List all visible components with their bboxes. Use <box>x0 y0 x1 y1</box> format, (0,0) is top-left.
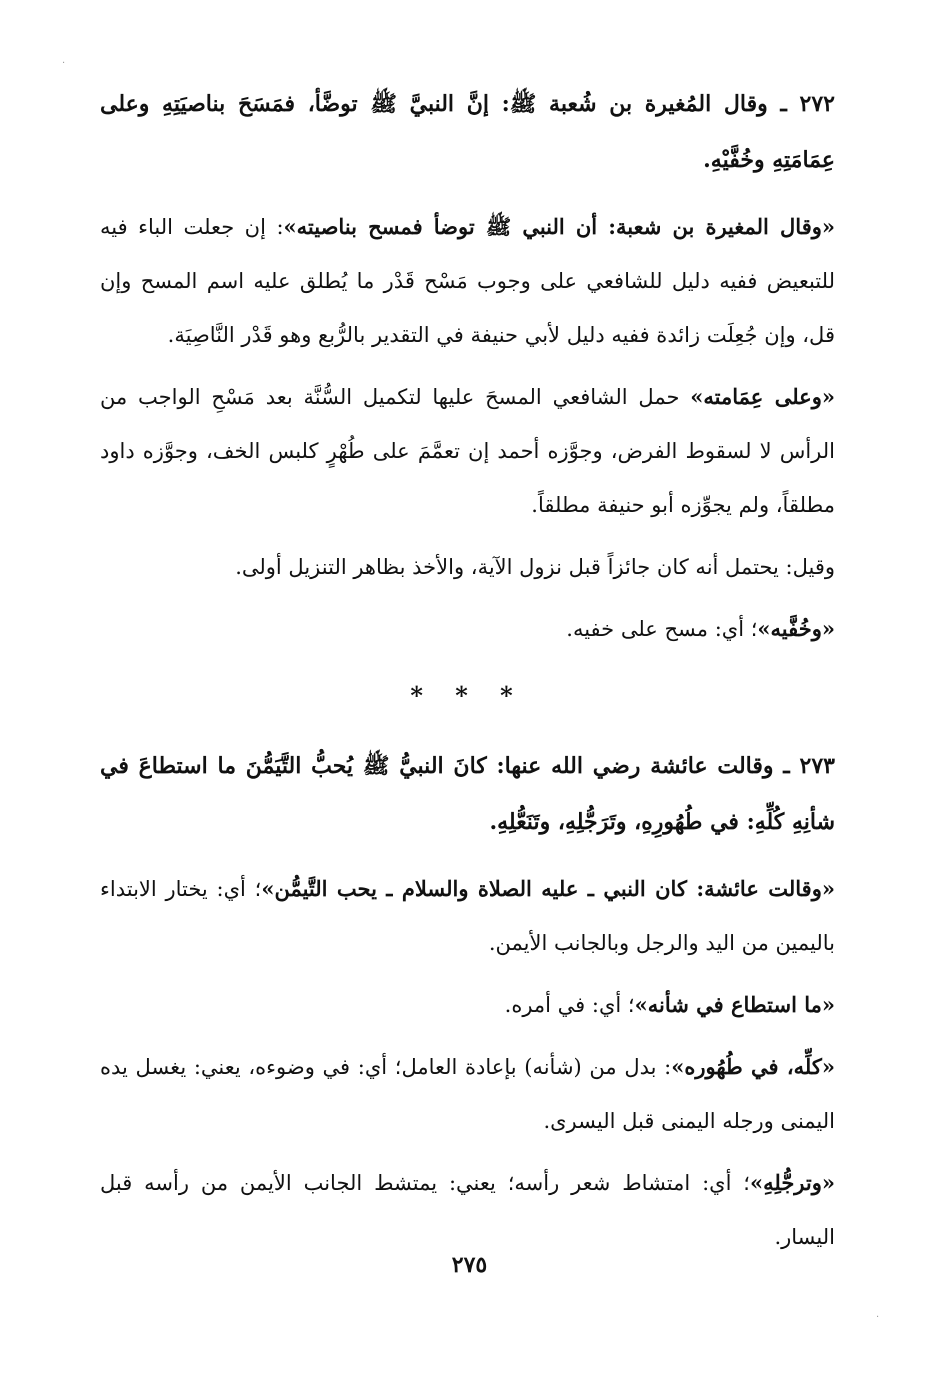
commentary-273-paragraph-3 <box>100 1040 835 1148</box>
commentary-lemma: «وقالت عائشة: كان النبي ـ عليه الصلاة والسلام ـ يحب التَّيمُّن» <box>261 876 835 901</box>
commentary-lemma: «وخُفَّيه» <box>757 616 835 641</box>
commentary-lemma: «وترجُّلِهِ» <box>749 1170 835 1195</box>
section-divider: * * * <box>410 681 525 710</box>
commentary-lemma: «كلِّه، في طُهُوره» <box>671 1054 835 1079</box>
corner-mark-top-left: · <box>62 58 66 69</box>
commentary-lemma: «وعلى عِمَامته» <box>690 384 835 409</box>
page-number: ٢٧٥ <box>451 1252 488 1278</box>
hadith-273-text: ٢٧٣ ـ وقالت عائشة رضي الله عنها: كانَ النبيُّ ﷺ يُحبُّ التَّيَمُّنَ ما استطاعَ في شأنِهِ كُلِّهِ: في طُهُورِهِ، وتَرَجُّلِهِ، وتَنَعُّلِهِ. <box>100 753 835 835</box>
commentary-273-paragraph-4 <box>100 1156 835 1264</box>
corner-mark-bottom-right: · <box>876 1312 880 1323</box>
commentary-text: حمل الشافعي المسحَ عليها لتكميل السُّنَّة بعد مَسْحِ الواجب من الرأس لا لسقوط الفرض، وجوَّزه أحمد إن تعمَّمَ على طُهْرٍ كلبس الخف، وجوَّزه داود مطلقاً، ولم يجوِّزه أبو حنيفة مطلقاً. <box>100 385 835 517</box>
commentary-text: ؛ أي: يختار الابتداء باليمين من اليد والرجل وبالجانب الأيمن. <box>100 877 835 955</box>
commentary-text: : بدل من (شأنه) بإعادة العامل؛ أي: في وضوءه، يعني: يغسل يده اليمنى ورجله اليمنى قبل اليسرى. <box>100 1055 835 1133</box>
commentary-text: ؛ أي: في أمره. <box>504 993 635 1017</box>
commentary-272-paragraph-2 <box>100 370 835 532</box>
commentary-text: ؛ أي: مسح على خفيه. <box>566 617 758 641</box>
commentary-text: ؛ أي: امتشاط شعر رأسه؛ يعني: يمتشط الجانب الأيمن من رأسه قبل اليسار. <box>100 1171 835 1249</box>
hadith-272 <box>100 76 835 188</box>
commentary-text: : إن جعلت الباء فيه للتبعيض ففيه دليل للشافعي على وجوب مَسْح قَدْر ما يُطلق عليه اسم المسح وإن قل، وإن جُعِلَت زائدة ففيه دليل لأبي حنيفة في التقدير بالرُّبع وهو قَدْر النَّاصِيَة. <box>100 215 835 347</box>
hadith-272-text: ٢٧٢ ـ وقال المُغيرة بن شُعبة ﷺ: إنَّ النبيَّ ﷺ توضَّأ، فمَسَحَ بناصيَتِهِ وعلى عِمَامَتِهِ وخُفَّيْهِ. <box>100 91 835 173</box>
commentary-272-paragraph-4 <box>100 602 835 656</box>
commentary-272-paragraph-1 <box>100 200 835 362</box>
commentary-273-paragraph-2 <box>100 978 835 1032</box>
commentary-272-paragraph-3 <box>100 540 835 594</box>
hadith-273 <box>100 738 835 850</box>
commentary-lemma: «ما استطاع في شأنه» <box>634 992 835 1017</box>
commentary-lemma: «وقال المغيرة بن شعبة: أن النبي ﷺ توضأ فمسح بناصيته» <box>283 214 835 239</box>
commentary-text: وقيل: يحتمل أنه كان جائزاً قبل نزول الآية، والأخذ بظاهر التنزيل أولى. <box>235 555 835 579</box>
commentary-273-paragraph-1 <box>100 862 835 970</box>
book-page <box>100 76 835 1272</box>
